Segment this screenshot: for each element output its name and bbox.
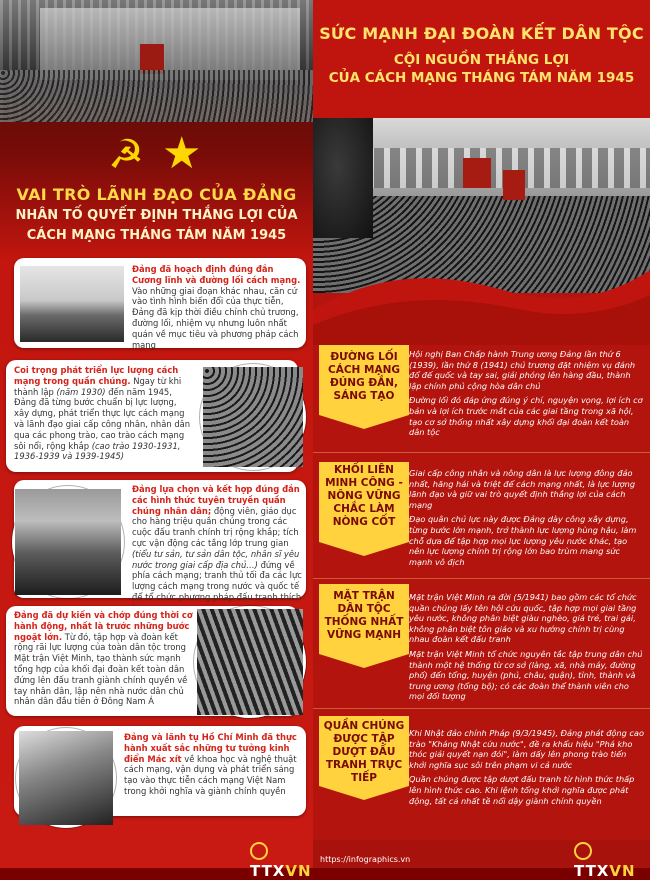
section-4-para-1: Khi Nhật đảo chính Pháp (9/3/1945), Đảng phát động cao trào "Kháng Nhật cứu nước", đề ra khẩu hiệu "Phá kho thóc giải quyết nạn đói", làm dấy lên phong trào tiến khởi nghĩa sục sôi trên phạm vi cả nước bbox=[409, 728, 644, 770]
right-title-line2: CỘI NGUỒN THẮNG LỢI bbox=[393, 52, 570, 68]
item-4-highlight: Đảng đã dự kiến và chớp đúng thời cơ hành động, nhất là trước những bước ngoặt lớn. bbox=[14, 610, 193, 642]
item-4-photo bbox=[194, 606, 306, 718]
item-2-body: Ngay từ khi thành lập bbox=[14, 375, 182, 397]
right-panel bbox=[313, 0, 650, 868]
item-3-body2: đứng về phía cách mạng; tranh thủ tối đa các lực lượng cách mạng trong nước và quốc tế để tổ chức phương pháp đấu tranh thích bbox=[132, 559, 302, 602]
item-1-photo bbox=[18, 264, 126, 344]
right-title-line1: SỨC MẠNH ĐẠI ĐOÀN KẾT DÂN TỘC bbox=[319, 24, 644, 43]
item-3-italic: (tiểu tư sản, tư sản dân tộc, nhân sĩ yêu nước trong giai cấp địa chủ…) bbox=[132, 548, 300, 570]
item-3-body: động viên, giáo dục cho hàng triệu quần chúng trong các cuộc đấu tranh chính trị rộng khắp; tích cực vận động các tầng lớp trung gian bbox=[132, 505, 299, 548]
section-2-para-1: Giai cấp công nhân và nông dân là lực lượng đông đảo nhất, hăng hái và triệt để cách mạng nhất, là lực lượng lãnh đạo và giữ vai trò quyết định thắng lợi của cách mạng bbox=[409, 468, 636, 510]
item-2-highlight: Coi trọng phát triển lực lượng cách mạng trong quần chúng. bbox=[14, 365, 179, 386]
item-3-text bbox=[132, 484, 302, 614]
section-3-para-1: Mặt trận Việt Minh ra đời (5/1941) bao gồm các tổ chức quần chúng lấy tên hội cứu quốc, tập hợp mọi giai tầng yêu nước, không phân biệt giàu nghèo, giá trẻ, trai gái, không phân biệt tôn giáo và xu hướng chính trị cùng nhau đoàn kết đấu tranh bbox=[409, 592, 637, 645]
leadership-item-1 bbox=[14, 258, 306, 348]
section-2-label: KHỐI LIÊN MINH CÔNG - NÔNG VỮNG CHẮC LÀM NÒNG CỐT bbox=[319, 462, 409, 542]
tree-image bbox=[313, 118, 373, 238]
item-2-body2: đến năm 1945, Đảng đã từng bước chuẩn bị lực lượng, xây dựng, phát triển thực lực cách mạng và lãnh đạo giai cấp công nhân, nhân dân qua các phong trào, cao trào cách mạng sôi nổi, rộng khắp bbox=[14, 386, 191, 451]
item-1-highlight: Đảng đã hoạch định đúng đắn Cương lĩnh và đường lối cách mạng. bbox=[132, 264, 301, 285]
divider bbox=[313, 708, 650, 709]
section-3-para-2: Mặt trận Việt Minh tổ chức nguyên tắc tập trung dân chủ thành một hệ thống từ cơ sở (làng, xã, nhà máy, đường phố) đến tổng, huyện (phủ, châu, quận), tỉnh, thành và trung ương (tổng bộ); có các đoàn thể thành viên cho mọi đối tượng bbox=[409, 648, 643, 702]
left-ttxvn-logo: TTXVN bbox=[250, 842, 313, 880]
item-4-body: Từ đó, tập hợp và đoàn kết rộng rãi lực lượng của toàn dân tộc trong Mặt trận Việt Minh, tạo thành sức mạnh tổng hợp của khối đại đoàn kết toàn dân đứng lên đấu tranh giành chính quyền về tay nhân dân, lập nên nhà nước dân chủ nhân dân đầu tiên ở Đông Nam Á bbox=[14, 631, 188, 707]
star-icon: ★ bbox=[162, 128, 202, 179]
source-url[interactable]: https://infographics.vn bbox=[320, 855, 411, 864]
item-3-highlight: Đảng lựa chọn và kết hợp đúng đắn các hình thức tuyên truyền quần chúng nhân dân; bbox=[132, 484, 300, 516]
item-4-text bbox=[14, 610, 196, 707]
section-2-para-2: Đạo quân chủ lực này được Đảng dày công xây dựng, từng bước lớn mạnh, trở thành lực lượng hùng hậu, làm chỗ dựa để tập hợp mọi lực lượng yêu nước khác, tạo nên lực lượng chính trị rộng lớn bao trùm mang sức mạnh vô địch bbox=[409, 514, 637, 567]
item-2-photo bbox=[200, 364, 306, 470]
right-section-3 bbox=[313, 584, 650, 704]
item-5-text bbox=[124, 732, 302, 797]
item-1-text bbox=[132, 264, 302, 350]
item-5-body: về khoa học và nghệ thuật cách mạng, vận dụng và phát triển sáng tạo vào thực tiễn cách mạng Việt Nam trong khởi nghĩa và giành chính quyền bbox=[124, 753, 297, 796]
section-4-para-2: Quần chúng được tập dượt đấu tranh từ hình thức thấp lên hình thức cao. Khi lệnh tổng khởi nghĩa được phát động, tất cả nhất tề nổi dậy giành chính quyền bbox=[409, 774, 635, 806]
section-4-label: QUẦN CHÚNG ĐƯỢC TẬP DƯỢT ĐẤU TRANH TRỰC TIẾP bbox=[319, 716, 409, 786]
section-3-text bbox=[409, 592, 645, 706]
right-section-4 bbox=[313, 716, 650, 836]
item-3-photo bbox=[12, 486, 124, 598]
right-section-2 bbox=[313, 462, 650, 572]
section-1-para-1: Hội nghị Ban Chấp hành Trung ương Đảng lần thứ 6 (1939), lần thứ 8 (1941) chủ trương đặt nhiệm vụ đánh đổ đế quốc và tay sai, giải phóng lên hàng đầu, thành lập chính phủ cộng hòa dân chủ bbox=[409, 349, 636, 391]
section-2-text bbox=[409, 468, 645, 571]
item-5-photo bbox=[16, 728, 116, 828]
section-1-text bbox=[409, 349, 645, 442]
flag-image bbox=[503, 170, 525, 200]
divider bbox=[313, 578, 650, 579]
section-1-label: ĐƯỜNG LỐI CÁCH MẠNG ĐÚNG ĐẮN, SÁNG TẠO bbox=[319, 345, 409, 415]
divider bbox=[313, 452, 650, 453]
left-title-line2: NHÂN TỐ QUYẾT ĐỊNH THẮNG LỢI CỦA bbox=[15, 208, 298, 223]
crowd-image bbox=[0, 70, 313, 122]
flag-image bbox=[463, 158, 491, 188]
section-3-label: MẶT TRẬN DÂN TỘC THỐNG NHẤT VỮNG MẠNH bbox=[319, 584, 409, 654]
right-ttxvn-logo: TTXVN bbox=[574, 842, 650, 880]
section-4-text bbox=[409, 728, 645, 810]
left-title-line1: VAI TRÒ LÃNH ĐẠO CỦA ĐẢNG bbox=[16, 185, 297, 204]
ttxvn-mark-icon bbox=[250, 842, 268, 860]
left-title-line3: CÁCH MẠNG THÁNG TÁM NĂM 1945 bbox=[26, 228, 287, 243]
left-title bbox=[0, 185, 313, 244]
item-1-body: Vào những giai đoạn khác nhau, căn cứ vào tình hình biến đổi của thực tiễn, Đảng đã kịp thời điều chỉnh chủ trương, đường lối, nhiệm vụ nhưng luôn nhất quán về mục tiêu và phương pháp cách mạng bbox=[132, 285, 299, 350]
left-panel bbox=[0, 0, 313, 880]
item-2-italic2: (cao trào 1930-1931, 1936-1939 và 1939-1945) bbox=[14, 440, 181, 462]
right-section-1 bbox=[313, 345, 650, 445]
red-flag-wave bbox=[313, 250, 650, 345]
item-2-italic: (năm 1930) bbox=[56, 386, 106, 397]
right-title bbox=[313, 0, 650, 118]
right-title-line3: CỦA CÁCH MẠNG THÁNG TÁM NĂM 1945 bbox=[328, 70, 635, 86]
hammer-sickle-icon: ☭ bbox=[108, 132, 144, 178]
left-header-photo bbox=[0, 0, 313, 122]
ttxvn-mark-icon bbox=[574, 842, 592, 860]
item-2-text bbox=[14, 365, 194, 462]
section-1-para-2: Đường lối đó đáp ứng đúng ý chí, nguyện vọng, lợi ích cơ bản và lợi ích trước mắt của các giai tầng trong xã hội, tạo cơ sở thống nhất xây dựng khối đại đoàn kết toàn dân tộc bbox=[409, 395, 643, 438]
item-5-highlight: Đảng và lãnh tụ Hồ Chí Minh đã thực hành xuất sắc những tư tưởng kinh điển Mác xít bbox=[124, 732, 297, 764]
